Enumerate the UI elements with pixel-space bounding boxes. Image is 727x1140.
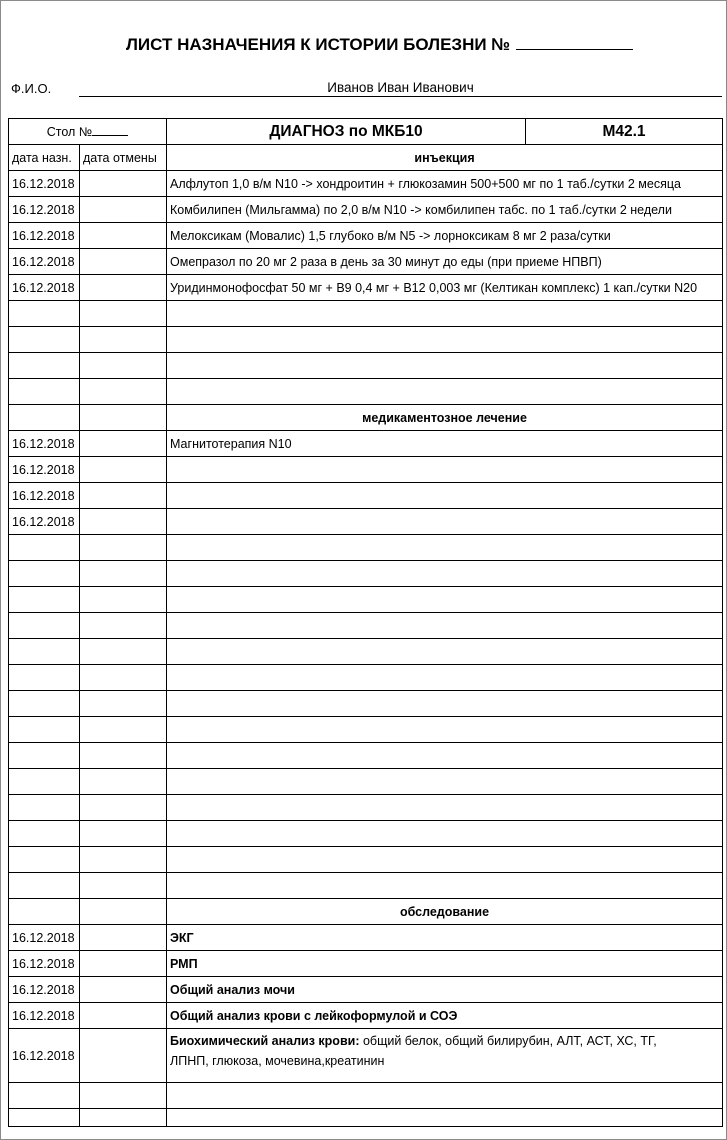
date-assigned-cell: 16.12.2018 — [9, 1029, 80, 1083]
date-cancelled-cell — [80, 769, 167, 795]
date-assigned-cell — [9, 327, 80, 353]
biochem-text — [167, 1029, 723, 1083]
date-assigned-cell — [9, 743, 80, 769]
date-assigned-cell: 16.12.2018 — [9, 223, 80, 249]
date-assigned-cell: 16.12.2018 — [9, 249, 80, 275]
date-assigned-cell — [9, 639, 80, 665]
date-cancelled-cell — [80, 353, 167, 379]
stol-blank — [92, 123, 128, 136]
date-cancelled-cell — [80, 925, 167, 951]
date-cancelled-cell — [80, 535, 167, 561]
date-cancelled-cell — [80, 561, 167, 587]
date-cancelled-cell — [80, 873, 167, 899]
date-assigned-cell — [9, 795, 80, 821]
date-cancelled-cell — [80, 899, 167, 925]
injection-text: Комбилипен (Мильгамма) по 2,0 в/м N10 -> комбилипен табс. по 1 таб./сутки 2 недели — [167, 197, 723, 223]
medication-text — [167, 509, 723, 535]
fio-underline — [79, 96, 722, 97]
prescription-table — [8, 118, 723, 1127]
injection-row — [9, 249, 723, 275]
prescription-cell — [167, 301, 723, 327]
empty-row — [9, 561, 723, 587]
date-assigned-cell: 16.12.2018 — [9, 275, 80, 301]
empty-row — [9, 691, 723, 717]
date-cancelled-cell — [80, 301, 167, 327]
section-row-exam — [9, 899, 723, 925]
date-cancelled-cell — [80, 327, 167, 353]
prescription-cell — [167, 717, 723, 743]
date-assigned-cell: 16.12.2018 — [9, 925, 80, 951]
date-cancelled-cell — [80, 431, 167, 457]
injection-row — [9, 223, 723, 249]
empty-row — [9, 873, 723, 899]
date-cancelled-cell — [80, 587, 167, 613]
exam-text: Общий анализ мочи — [167, 977, 723, 1003]
prescription-cell — [167, 353, 723, 379]
empty-row — [9, 587, 723, 613]
date-cancelled-cell — [80, 249, 167, 275]
exam-text: ЭКГ — [167, 925, 723, 951]
empty-row — [9, 535, 723, 561]
date-cancelled-cell — [80, 821, 167, 847]
prescription-cell — [167, 379, 723, 405]
exam-text: Общий анализ крови с лейкоформулой и СОЭ — [167, 1003, 723, 1029]
date-assigned-cell — [9, 535, 80, 561]
date-cancelled-cell — [80, 197, 167, 223]
date-assigned-cell — [9, 769, 80, 795]
date-assigned-cell — [9, 301, 80, 327]
prescription-cell — [167, 873, 723, 899]
injection-text: Омепразол по 20 мг 2 раза в день за 30 минут до еды (при приеме НПВП) — [167, 249, 723, 275]
empty-row — [9, 379, 723, 405]
exam-row — [9, 1003, 723, 1029]
date-cancelled-cell — [80, 1109, 167, 1127]
empty-row — [9, 353, 723, 379]
section-injection-header: инъекция — [167, 145, 723, 171]
injection-row — [9, 197, 723, 223]
prescription-cell — [167, 769, 723, 795]
date-cancelled-cell — [80, 483, 167, 509]
section-exam-header: обследование — [167, 899, 723, 925]
date-assigned-cell — [9, 717, 80, 743]
date-assigned-cell — [9, 561, 80, 587]
section-row-medication — [9, 405, 723, 431]
date-assigned-cell — [9, 379, 80, 405]
empty-row — [9, 1083, 723, 1109]
date-assigned-cell: 16.12.2018 — [9, 457, 80, 483]
date-assigned-cell — [9, 847, 80, 873]
medication-row — [9, 431, 723, 457]
biochem-tests-line2: ЛПНП, глюкоза, мочевина,креатинин — [170, 1054, 385, 1068]
prescription-cell — [167, 665, 723, 691]
empty-row — [9, 717, 723, 743]
date-assigned-cell: 16.12.2018 — [9, 483, 80, 509]
prescription-cell — [167, 691, 723, 717]
history-number-blank — [516, 35, 633, 50]
prescription-cell — [167, 821, 723, 847]
exam-text: РМП — [167, 951, 723, 977]
date-assigned-cell — [9, 691, 80, 717]
prescription-cell — [167, 743, 723, 769]
medication-text — [167, 483, 723, 509]
date-cancelled-cell — [80, 171, 167, 197]
empty-row — [9, 743, 723, 769]
date-assigned-cell: 16.12.2018 — [9, 171, 80, 197]
prescription-cell — [167, 613, 723, 639]
date-cancelled-cell — [80, 457, 167, 483]
col-date-assigned: дата назн. — [9, 145, 80, 171]
date-assigned-cell: 16.12.2018 — [9, 1003, 80, 1029]
date-cancelled-cell — [80, 743, 167, 769]
medication-row — [9, 483, 723, 509]
date-assigned-cell — [9, 405, 80, 431]
date-assigned-cell — [9, 1083, 80, 1109]
injection-text: Алфлутоп 1,0 в/м N10 -> хондроитин + глюкозамин 500+500 мг по 1 таб./сутки 2 месяца — [167, 171, 723, 197]
date-cancelled-cell — [80, 847, 167, 873]
section-medication-header: медикаментозное лечение — [167, 405, 723, 431]
date-cancelled-cell — [80, 717, 167, 743]
date-cancelled-cell — [80, 275, 167, 301]
date-cancelled-cell — [80, 1029, 167, 1083]
date-assigned-cell — [9, 899, 80, 925]
page-title — [126, 35, 633, 55]
date-cancelled-cell — [80, 1083, 167, 1109]
injection-text: Мелоксикам (Мовалис) 1,5 глубоко в/м N5 -> лорноксикам 8 мг 2 раза/сутки — [167, 223, 723, 249]
date-assigned-cell: 16.12.2018 — [9, 977, 80, 1003]
injection-row — [9, 171, 723, 197]
injection-text: Уридинмонофосфат 50 мг + В9 0,4 мг + В12 0,003 мг (Келтикан комплекс) 1 кап./сутки N20 — [167, 275, 723, 301]
date-cancelled-cell — [80, 951, 167, 977]
exam-row-biochem — [9, 1029, 723, 1083]
stol-label: Стол № — [46, 125, 93, 139]
diagnosis-header-row — [9, 119, 723, 145]
empty-row — [9, 1109, 723, 1127]
prescription-cell — [167, 535, 723, 561]
prescription-cell — [167, 327, 723, 353]
date-assigned-cell: 16.12.2018 — [9, 431, 80, 457]
empty-row — [9, 821, 723, 847]
date-assigned-cell — [9, 1109, 80, 1127]
date-cancelled-cell — [80, 977, 167, 1003]
exam-row — [9, 951, 723, 977]
prescription-cell — [167, 1083, 723, 1109]
empty-row — [9, 613, 723, 639]
date-cancelled-cell — [80, 795, 167, 821]
date-assigned-cell — [9, 613, 80, 639]
date-assigned-cell — [9, 873, 80, 899]
exam-row — [9, 925, 723, 951]
date-cancelled-cell — [80, 405, 167, 431]
prescription-cell — [167, 587, 723, 613]
medication-row — [9, 509, 723, 535]
date-assigned-cell — [9, 353, 80, 379]
empty-row — [9, 847, 723, 873]
prescription-cell — [167, 847, 723, 873]
date-assigned-cell — [9, 587, 80, 613]
injection-row — [9, 275, 723, 301]
date-cancelled-cell — [80, 379, 167, 405]
diagnosis-code: М42.1 — [526, 119, 723, 145]
date-cancelled-cell — [80, 665, 167, 691]
prescription-cell — [167, 795, 723, 821]
empty-row — [9, 769, 723, 795]
medication-row — [9, 457, 723, 483]
date-assigned-cell: 16.12.2018 — [9, 509, 80, 535]
medication-text — [167, 457, 723, 483]
empty-row — [9, 639, 723, 665]
biochem-tests-line1: общий белок, общий билирубин, АЛТ, АСТ, ХС, ТГ, — [359, 1034, 657, 1048]
empty-row — [9, 795, 723, 821]
date-assigned-cell — [9, 821, 80, 847]
stol-cell — [9, 119, 167, 145]
prescription-cell — [167, 561, 723, 587]
fio-label: Ф.И.О. — [11, 81, 52, 96]
diagnosis-label: ДИАГНОЗ по МКБ10 — [167, 119, 526, 145]
col-date-cancelled: дата отмены — [80, 145, 167, 171]
title-text: ЛИСТ НАЗНАЧЕНИЯ К ИСТОРИИ БОЛЕЗНИ № — [126, 35, 511, 54]
medication-text: Магнитотерапия N10 — [167, 431, 723, 457]
prescription-cell — [167, 1109, 723, 1127]
date-assigned-cell: 16.12.2018 — [9, 197, 80, 223]
biochem-title: Биохимический анализ крови: — [170, 1034, 360, 1048]
date-cancelled-cell — [80, 1003, 167, 1029]
date-cancelled-cell — [80, 509, 167, 535]
empty-row — [9, 665, 723, 691]
date-cancelled-cell — [80, 639, 167, 665]
date-cancelled-cell — [80, 223, 167, 249]
empty-row — [9, 301, 723, 327]
date-assigned-cell: 16.12.2018 — [9, 951, 80, 977]
date-cancelled-cell — [80, 691, 167, 717]
column-header-row — [9, 145, 723, 171]
empty-row — [9, 327, 723, 353]
exam-row — [9, 977, 723, 1003]
date-assigned-cell — [9, 665, 80, 691]
fio-value: Иванов Иван Иванович — [327, 80, 474, 95]
date-cancelled-cell — [80, 613, 167, 639]
prescription-cell — [167, 639, 723, 665]
